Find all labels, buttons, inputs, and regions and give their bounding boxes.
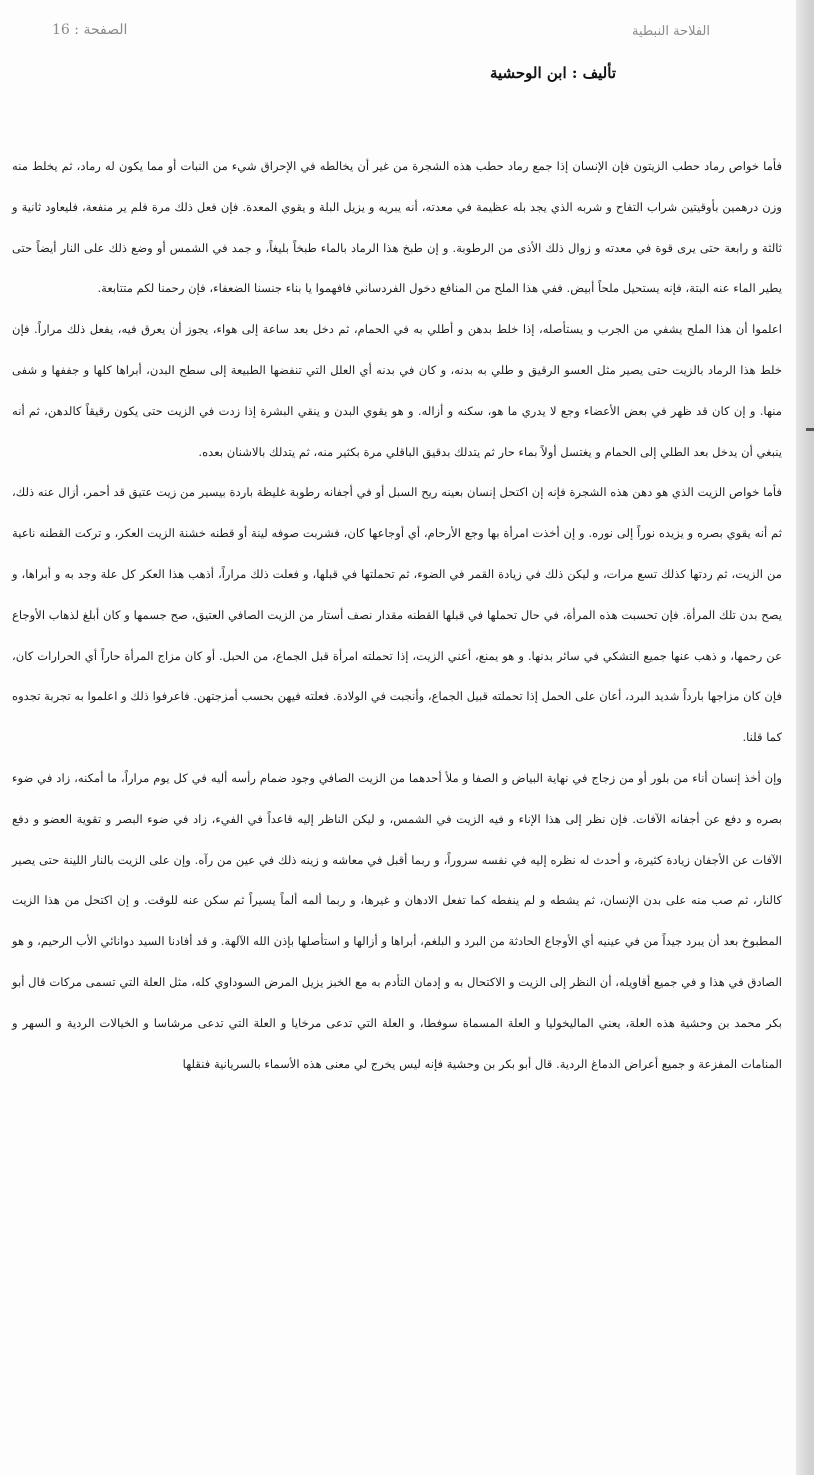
paragraph: اعلموا أن هذا الملح يشفي من الجرب و يستأصله، إذا خلط بدهن و أطلي به في الحمام، ثم دخل بعد ساعة إلى هواء، يجوز أن يعرق فيه، يفعل ذلك مراراً. فإن خلط هذا الرماد بالزيت حتى يصير مثل العسو الرقيق و طلي به بدنه، و كان في بدنه أي العلل التي تنفضها الطبيعة إلى سطح البدن، أبراها كلها و جففها و شفى منها. و إن كان قد ظهر في بعض الأعضاء وجع لا يدري ما هو، سكنه و أزاله. و هو يقوي البدن و ينقي البشرة إذا زدت في الزيت حتى يكون رقيقاً كالدهن، ثم أنه ينبغي أن يدخل بعد الطلي إلى الحمام و يغتسل أولاً بماء حار ثم يتدلك بدقيق الباقلي مرة بكثير منه، ثم يتدلك بالاشنان بعده. [12, 322, 782, 459]
scroll-marker [806, 428, 814, 431]
paragraph: فأما خواص الزيت الذي هو دهن هذه الشجرة فإنه إن اكتحل إنسان بعينه ريح السبل أو في أجفانه رطوبة غليظة باردة بيسير من زيت عتيق قد أحمر، أزال عنه ذلك، ثم أنه يقوي بصره و يزيده نوراً إلى نوره. و إن أخذت امرأة بها وجع الأرحام، أي أوجاعها كان، فشربت صوفه لينة أو قطنه خشنة الزيت العكر، و تركت القطنه ناعية من الزيت، ثم ردتها كذلك تسع مرات، و ليكن ذلك في زيادة القمر في الضوء، ثم تحملتها في قبلها، و فعلت ذلك مراراً، أذهب هذا العكر كل علة وجد به و أبراها، و يصح بدن تلك المرأة. فإن تحسبت هذه المرأة، في حال تحملها في قبلها القطنه مقدار نصف أستار من الزيت الصافي العتيق، صح جسمها و كان أبلغ لذهاب الأوجاع عن رحمها، و ذهب عنها جميع التشكي في سائر بدنها. و هو يمنع، أعني الزيت، إذا تحملته امرأة قبل الجماع، من الحبل. أو كان مزاج المرأة حاراً أي الحرارات كان، فإن كان مزاجها بارداً شديد البرد، أعان على الحمل إذا تحملته قبيل الجماع، وأنجبت في الولادة. فعلته فيهن بحسب أمزجتهن. فاعرفوا ذلك و اعلموا به تجربة تجدوه كما قلنا. [12, 485, 782, 745]
paragraph: وإن أخذ إنسان أناء من بلور أو من زجاج في نهاية البياض و الصفا و ملأ أحدهما من الزيت الصافي وجود ضمام رأسه أليه في كل يوم مراراً، ما أمكنه، زاد في ضوء بصره و دفع عن أجفانه الآفات. فإن نظر إلى هذا الإناء و فيه الزيت في الشمس، و ليكن الناظر إليه قاعداً في الفيء، زاد في ضوء البصر و تقوية العضو و دفع الآفات عن الأجفان زيادة كثيرة، و أحدث له نظره إليه في نفسه سروراً، و ربما أقبل في معاشه و زينه ذلك في عين من رآه. وإن على الزيت بالنار اللينة حتى يصير كالنار، ثم صب منه على بدن الإنسان، ثم يشطه و لم ينفطه كما تفعل الادهان و غيرها، و ربما ألمه ألماً يسيراً ثم سكن عنه للوقت. و إن اكتحل من هذا الزيت المطبوخ بعد أن يبرد جيداً من في عينيه أي الأوجاع الحادثة من البرد و البلغم، أبراها و أزالها و استأصلها بإذن الله الآلهة. و قد أفادنا السيد دوانائي الأب الرحيم، و هو الصادق في هذا و في جميع أقاويله، أن النظر إلى الزيت و الاكتحال به و إدمان التأدم به مع الخبز يزيل المرض السوداوي كله، مثل العلة التي تسمى مركات قال أبو بكر محمد بن وحشية هذه العلة، يعني الماليخوليا و العلة المسماة سوفطا، و العلة التي تدعى مرخايا و العلة التي تدعى مرشاسا و الخيالات الردية و السهر و المنامات المفزعة و جميع أعراض الدماغ الردية. قال أبو بكر بن وحشية فإنه ليس يخرج لي معنى هذه الأسماء بالسريانية فنقلها [12, 770, 782, 1071]
paragraph: فأما خواص رماد حطب الزيتون فإن الإنسان إذا جمع رماد حطب هذه الشجرة من غير أن يخالطه في الإحراق شيء من النبات أو مما يكون له رماد، ثم يخلط منه وزن درهمين بأوقيتين شراب التفاح و شربه الذي يجد بله عظيمة في معدته، أنه يبريه و يزيل البلة و يقوي المعدة. فإن فعل ذلك مرة فلم ير منفعة، فليعاود ثانية و ثالثة و رابعة حتى يرى قوة في معدته و زوال ذلك الأذى من الرطوبة. و إن طبخ هذا الرماد بالماء طبخاً بليغاً، و جمد في الشمس أو وضع ذلك على النار أيضاً حتى يطير الماء عنه البتة، فإنه يستحيل ملحاً أبيض. ففي هذا الملح من المنافع دخول الفردساني فافهموا يا بناء جنسنا الضعفاء، فإن رحمنا لكم متتابعة. [12, 159, 782, 296]
page-number-label: الصفحة : 16 [52, 22, 128, 38]
body-text [12, 146, 782, 1084]
author-line: تأليف : ابن الوحشية [489, 64, 616, 82]
book-title: الفلاحة النبطية [631, 24, 710, 39]
scrollbar-track[interactable] [796, 0, 814, 1475]
